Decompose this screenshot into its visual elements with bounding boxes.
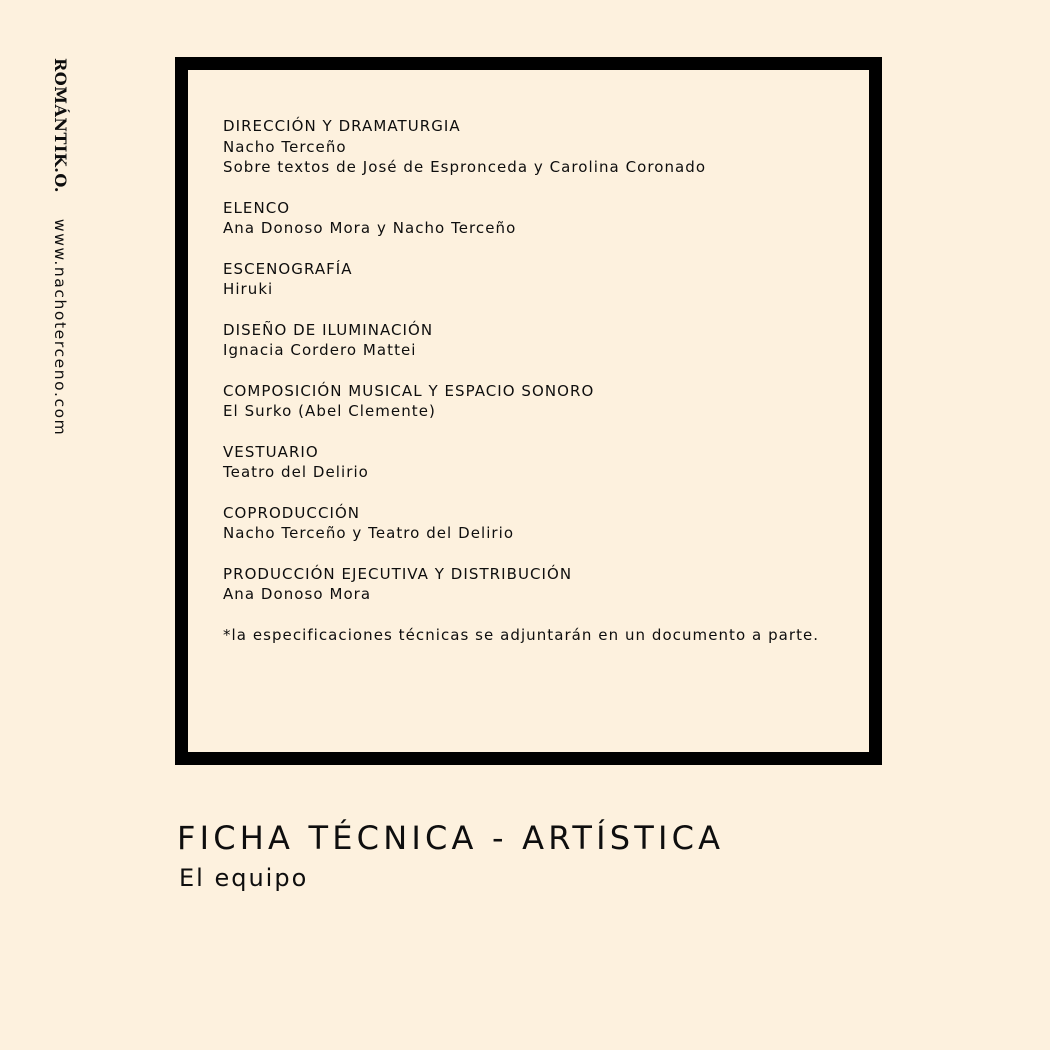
credit-coproduccion: [223, 503, 823, 544]
credit-value: Ana Donoso Mora y Nacho Terceño: [223, 219, 517, 237]
credit-produccion: [223, 564, 823, 605]
credit-elenco: [223, 198, 823, 239]
website-link[interactable]: www.nachoterceno.com: [51, 218, 70, 437]
credit-value: El Surko (Abel Clemente): [223, 402, 436, 420]
credit-label: ELENCO: [223, 198, 291, 217]
credit-value: Nacho Terceño: [223, 137, 347, 156]
credit-value: Sobre textos de José de Espronceda y Carolina Coronado: [223, 158, 707, 176]
credit-direccion: [223, 116, 823, 178]
page-subtitle: El equipo: [179, 864, 309, 892]
side-vertical-text: [50, 58, 70, 478]
credits-frame: [175, 57, 882, 765]
credit-value: Ignacia Cordero Mattei: [223, 341, 417, 359]
credit-label: DIRECCIÓN Y DRAMATURGIA: [223, 117, 461, 135]
credit-label: COPRODUCCIÓN: [223, 503, 361, 522]
credit-escenografia: [223, 259, 823, 300]
credits-list: [223, 116, 823, 645]
credit-vestuario: [223, 442, 823, 483]
credit-label: PRODUCCIÓN EJECUTIVA Y DISTRIBUCIÓN: [223, 564, 573, 583]
page-title: FICHA TÉCNICA - ARTÍSTICA: [177, 819, 725, 857]
credit-label: DISEÑO DE ILUMINACIÓN: [223, 320, 434, 339]
credit-musica: [223, 381, 823, 422]
brand-name: ROMÁNTIK.O.: [51, 58, 70, 193]
credit-label: COMPOSICIÓN MUSICAL Y ESPACIO SONORO: [223, 381, 595, 400]
page-heading: [177, 818, 724, 893]
credit-label: ESCENOGRAFÍA: [223, 259, 353, 278]
credit-value: Ana Donoso Mora: [223, 585, 372, 603]
side-vertical-text-inner: [51, 58, 70, 436]
credit-value: Teatro del Delirio: [223, 463, 369, 481]
credit-value: Hiruki: [223, 280, 274, 298]
credit-value: Nacho Terceño y Teatro del Delirio: [223, 524, 515, 542]
credit-label: VESTUARIO: [223, 442, 319, 461]
credit-iluminacion: [223, 320, 823, 361]
technical-note: *la especificaciones técnicas se adjuntarán en un documento a parte.: [223, 625, 820, 644]
